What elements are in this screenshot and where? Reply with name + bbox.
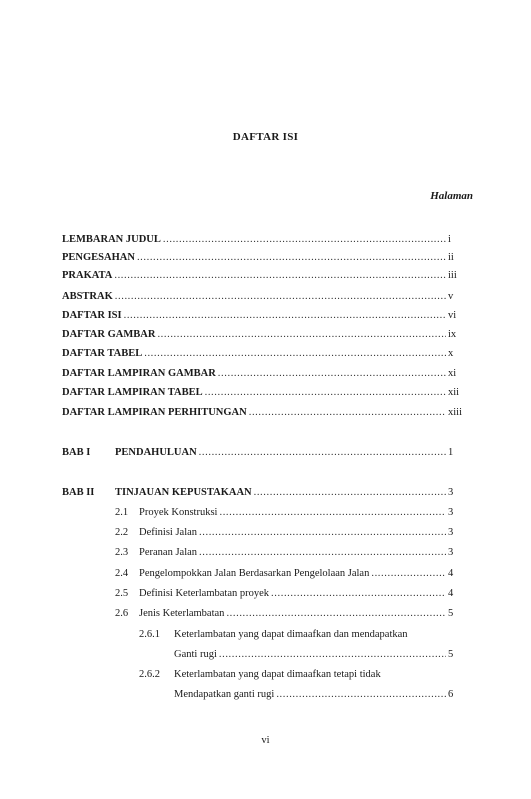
toc-label: Peranan Jalan [139, 547, 198, 558]
footer-page-number: vi [261, 735, 270, 746]
toc-row [174, 648, 462, 662]
toc-row [139, 546, 462, 560]
leader-dots [219, 648, 446, 662]
toc-row [62, 367, 462, 381]
toc-row [62, 386, 462, 400]
toc-page-number: 3 [448, 527, 454, 538]
toc-row [62, 406, 462, 420]
toc-page-number: 6 [448, 689, 454, 700]
toc-label: TINJAUAN KEPUSTAKAAN [115, 487, 252, 498]
section-number: 2.6 [115, 608, 129, 619]
chapter-number: BAB II [62, 487, 95, 498]
toc-page-number: iii [448, 270, 457, 281]
subsection-number: 2.6.2 [139, 669, 160, 680]
toc-label: DAFTAR LAMPIRAN PERHITUNGAN [62, 407, 247, 418]
page-title: DAFTAR ISI [232, 131, 299, 143]
toc-label: Definisi Keterlambatan proyek [139, 588, 270, 599]
toc-row [139, 587, 462, 601]
toc-row [174, 688, 462, 702]
subsection-number: 2.6.1 [139, 629, 160, 640]
toc-page-number: 5 [448, 608, 454, 619]
toc-row [115, 446, 462, 460]
toc-page-number: vi [448, 310, 457, 321]
toc-row [139, 526, 462, 540]
leader-dots [218, 367, 446, 381]
toc-label: Ganti rugi [174, 649, 217, 660]
toc-row [115, 486, 462, 500]
toc-row [62, 269, 462, 283]
toc-label: ABSTRAK [62, 291, 113, 302]
toc-page-number: xiii [447, 407, 462, 418]
toc-label: DAFTAR LAMPIRAN GAMBAR [62, 368, 216, 379]
toc-label: DAFTAR TABEL [62, 348, 143, 359]
toc-label: Proyek Konstruksi [139, 507, 218, 518]
toc-label: DAFTAR ISI [62, 310, 122, 321]
toc-page-number: v [448, 291, 454, 302]
leader-dots [157, 328, 446, 342]
toc-page-number: 4 [448, 568, 454, 579]
toc-page-number: 4 [448, 588, 454, 599]
leader-dots [163, 233, 446, 247]
toc-label: Mendapatkan ganti rugi [174, 689, 275, 700]
section-number: 2.5 [115, 588, 129, 599]
toc-label: Keterlambatan yang dapat dimaafkan tetapi tidak [174, 669, 381, 680]
toc-page-number: i [448, 234, 451, 245]
leader-dots [114, 269, 446, 283]
leader-dots [144, 347, 446, 361]
toc-label: DAFTAR LAMPIRAN TABEL [62, 387, 203, 398]
toc-label: Jenis Keterlambatan [139, 608, 225, 619]
toc-row [62, 251, 462, 265]
toc-label: Definisi Jalan [139, 527, 198, 538]
toc-row [62, 347, 462, 361]
leader-dots [115, 290, 446, 304]
leader-dots [371, 567, 446, 581]
toc-label: Pengelompokkan Jalan Berdasarkan Pengelolaan Jalan [139, 568, 370, 579]
leader-dots [199, 526, 446, 540]
toc-page-number: 5 [448, 649, 454, 660]
leader-dots [226, 607, 446, 621]
leader-dots [199, 546, 446, 560]
toc-page-number: 1 [448, 447, 454, 458]
leader-dots [219, 506, 446, 520]
toc-label: LEMBARAN JUDUL [62, 234, 161, 245]
toc-page-number: ix [448, 329, 457, 340]
leader-dots [137, 251, 446, 265]
leader-dots [254, 486, 446, 500]
chapter-number: BAB I [62, 447, 91, 458]
section-number: 2.1 [115, 507, 129, 518]
toc-page-number: 3 [448, 487, 454, 498]
toc-row [139, 506, 462, 520]
toc-page-number: 3 [448, 547, 454, 558]
toc-row [62, 290, 462, 304]
leader-dots [199, 446, 446, 460]
toc-row [62, 328, 462, 342]
toc-page-number: ii [448, 252, 454, 263]
section-number: 2.3 [115, 547, 129, 558]
toc-page-number: 3 [448, 507, 454, 518]
toc-label: PENGESAHAN [62, 252, 135, 263]
leader-dots [276, 688, 446, 702]
toc-label: Keterlambatan yang dapat dimaafkan dan mendapatkan [174, 629, 408, 640]
leader-dots [271, 587, 446, 601]
page-column-header: Halaman [430, 190, 473, 202]
toc-label: PRAKATA [62, 270, 113, 281]
toc-label: DAFTAR GAMBAR [62, 329, 156, 340]
toc-row [62, 233, 462, 247]
leader-dots [205, 386, 446, 400]
toc-row [139, 567, 462, 581]
toc-row [62, 309, 462, 323]
toc-page-number: xii [448, 387, 460, 398]
toc-label: PENDAHULUAN [115, 447, 197, 458]
section-number: 2.2 [115, 527, 129, 538]
toc-row [139, 607, 462, 621]
section-number: 2.4 [115, 568, 129, 579]
leader-dots [249, 406, 446, 420]
toc-page-number: x [448, 348, 454, 359]
leader-dots [124, 309, 446, 323]
toc-page-number: xi [448, 368, 457, 379]
